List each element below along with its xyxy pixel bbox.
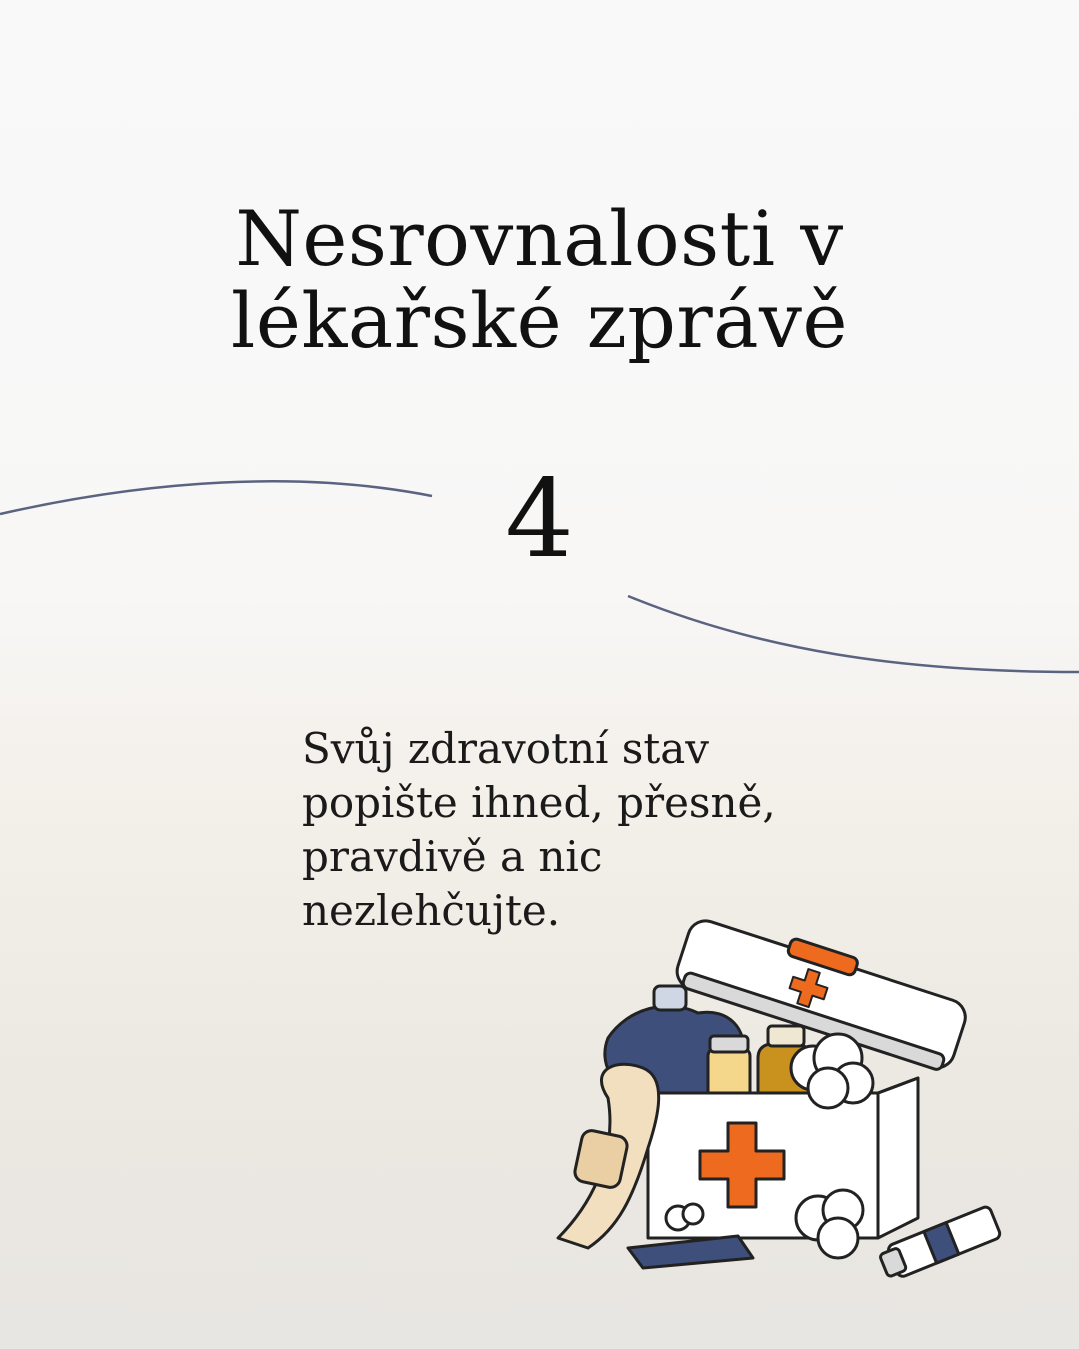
step-number: 4 [505,457,574,582]
curve-right [628,596,1079,672]
first-aid-kit-icon [548,918,1018,1298]
title-line-1: Nesrovnalosti v [235,194,844,283]
advice-line-4: nezlehčujte. [302,886,561,935]
advice-text [302,722,822,938]
advice-line-2: popište ihned, přesně, [302,778,776,827]
title-line-2: lékařské zprávě [231,276,848,365]
advice-line-3: pravdivě a nic [302,832,603,881]
advice-line-1: Svůj zdravotní stav [302,724,709,773]
navy-pouch [628,1236,753,1268]
cotton-ball-bottom [796,1190,863,1258]
